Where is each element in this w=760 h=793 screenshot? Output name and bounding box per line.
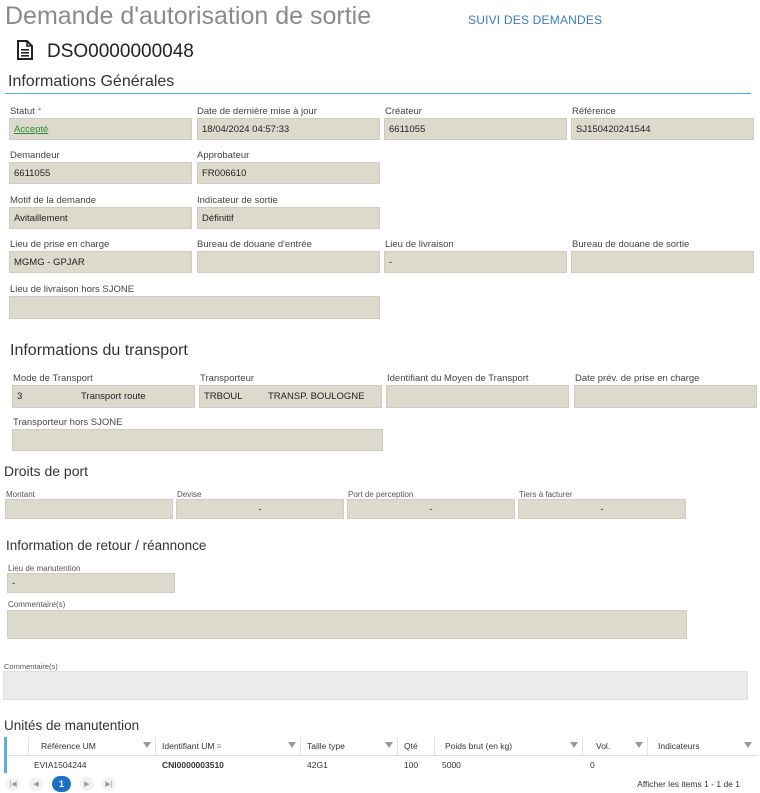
next-page-icon[interactable]: ▶ <box>80 777 94 791</box>
lieu-livraison-label: Lieu de livraison <box>385 239 454 250</box>
pager <box>4 776 756 792</box>
lieu-manutention-label: Lieu de manutention <box>8 564 81 573</box>
date-label: Date de dernière mise à jour <box>197 106 317 117</box>
indicateur-label: Indicateur de sortie <box>197 195 278 206</box>
createur-field[interactable]: 6611055 <box>384 118 567 140</box>
identifiant-field[interactable] <box>386 385 569 408</box>
perception-field[interactable]: - <box>347 499 515 519</box>
column-taille-type[interactable]: Taille type <box>301 737 398 755</box>
document-id: DSO0000000048 <box>47 41 194 62</box>
motif-label: Motif de la demande <box>10 195 97 206</box>
cell-poids-brut: 5000 <box>442 759 461 770</box>
section-title-transport: Informations du transport <box>10 342 188 359</box>
lieu-hors-field[interactable] <box>9 296 380 319</box>
motif-field[interactable]: Avitaillement <box>9 207 192 229</box>
devise-field[interactable]: - <box>176 499 344 519</box>
mode-code: 3 <box>17 391 23 402</box>
section-title-unites: Unités de manutention <box>4 718 140 733</box>
transporteur-label: Transporteur <box>200 373 255 384</box>
filter-icon[interactable] <box>570 742 578 748</box>
cell-reference-um: EVIA1504244 <box>34 759 87 770</box>
cell-indicateurs <box>648 756 756 773</box>
cell-vol: 0 <box>590 759 595 770</box>
lieu-manutention-field[interactable]: - <box>7 573 175 593</box>
required-mark: * <box>37 106 42 117</box>
prev-page-icon[interactable]: ◀ <box>29 777 43 791</box>
transporteur-code: TRBOUL <box>204 391 243 402</box>
statut-value[interactable]: Accepté <box>14 123 49 135</box>
last-page-icon[interactable]: ▶| <box>102 777 116 791</box>
perception-label: Port de perception <box>348 490 414 499</box>
document-icon <box>17 40 33 60</box>
reference-label: Référence <box>572 106 616 117</box>
first-page-icon[interactable]: |◀ <box>6 777 20 791</box>
lieu-prise-label: Lieu de prise en charge <box>10 239 110 250</box>
statut-label: Statut * <box>10 106 42 117</box>
montant-label: Montant <box>6 490 35 499</box>
devise-label: Devise <box>177 490 202 499</box>
column-poids-brut[interactable]: Poids brut (en kg) <box>435 737 583 755</box>
column-reference-um[interactable]: Référence UM <box>29 737 156 755</box>
column-qte[interactable]: Qté <box>398 737 435 755</box>
unites-grid <box>4 737 759 773</box>
current-page-button[interactable]: 1 <box>52 776 71 792</box>
retour-commentaire-field[interactable] <box>7 610 687 639</box>
montant-field[interactable] <box>5 499 173 519</box>
demandeur-field[interactable]: 6611055 <box>9 162 192 184</box>
cell-qte: 100 <box>404 759 419 770</box>
statut-field[interactable] <box>9 118 192 140</box>
grid-header <box>7 737 759 756</box>
section-title-general: Informations Générales <box>8 73 175 90</box>
column-identifiant-um[interactable]: Identifiant UM ≡ <box>156 737 301 755</box>
demandeur-label: Demandeur <box>10 150 60 161</box>
tiers-field[interactable]: - <box>518 499 686 519</box>
section-title-port: Droits de port <box>4 463 89 479</box>
column-indicateurs[interactable]: Indicateurs <box>648 737 756 755</box>
bureau-sortie-label: Bureau de douane de sortie <box>572 239 690 250</box>
transporteur-field[interactable] <box>199 385 382 408</box>
filter-icon[interactable] <box>288 742 296 748</box>
date-field[interactable]: 18/04/2024 04:57:33 <box>197 118 380 140</box>
filter-icon[interactable] <box>635 742 643 748</box>
approbateur-field[interactable]: FR006610 <box>197 162 380 184</box>
suivi-demandes-link[interactable]: SUIVI DES DEMANDES <box>468 13 603 27</box>
mode-label: Mode de Transport <box>13 373 93 384</box>
mode-field[interactable] <box>12 385 195 408</box>
filter-icon[interactable] <box>385 742 393 748</box>
table-row[interactable] <box>7 756 759 773</box>
filter-icon[interactable] <box>744 742 752 748</box>
lieu-livraison-field[interactable]: - <box>384 251 567 273</box>
sort-icon[interactable]: ≡ <box>216 741 222 751</box>
cell-taille-type: 42G1 <box>307 759 328 770</box>
lieu-hors-label: Lieu de livraison hors SJONE <box>10 284 135 295</box>
date-prev-label: Date prév. de prise en charge <box>575 373 700 384</box>
indicateur-field[interactable]: Définitif <box>197 207 380 229</box>
commentaire-field[interactable] <box>3 671 748 700</box>
lieu-prise-field[interactable]: MGMG - GPJAR <box>9 251 192 273</box>
tiers-label: Tiers à facturer <box>519 490 573 499</box>
mode-value: Transport route <box>81 391 146 402</box>
retour-commentaire-label: Commentaire(s) <box>8 600 66 609</box>
transporteur-value: TRANSP. BOULOGNE <box>268 391 365 402</box>
bureau-entree-field[interactable] <box>197 251 380 273</box>
section-title-retour: Information de retour / réannonce <box>6 538 207 553</box>
pager-summary: Afficher les items 1 - 1 de 1 <box>637 779 740 789</box>
bureau-sortie-field[interactable] <box>571 251 754 273</box>
createur-label: Créateur <box>385 106 422 117</box>
date-prev-field[interactable] <box>574 385 757 408</box>
page-title: Demande d'autorisation de sortie <box>5 2 372 30</box>
transporteur-hors-field[interactable] <box>12 429 383 451</box>
section-divider <box>5 93 751 94</box>
column-vol[interactable]: Vol. <box>583 737 648 755</box>
cell-identifiant-um: CNI0000003510 <box>162 759 224 770</box>
identifiant-label: Identifiant du Moyen de Transport <box>387 373 529 384</box>
bureau-entree-label: Bureau de douane d'entrée <box>197 239 312 250</box>
approbateur-label: Approbateur <box>197 150 250 161</box>
commentaire-label: Commentaire(s) <box>4 662 58 671</box>
transporteur-hors-label: Transporteur hors SJONE <box>13 417 123 428</box>
filter-icon[interactable] <box>143 742 151 748</box>
reference-field[interactable]: SJ150420241544 <box>571 118 754 140</box>
grid-select-column <box>7 737 29 755</box>
